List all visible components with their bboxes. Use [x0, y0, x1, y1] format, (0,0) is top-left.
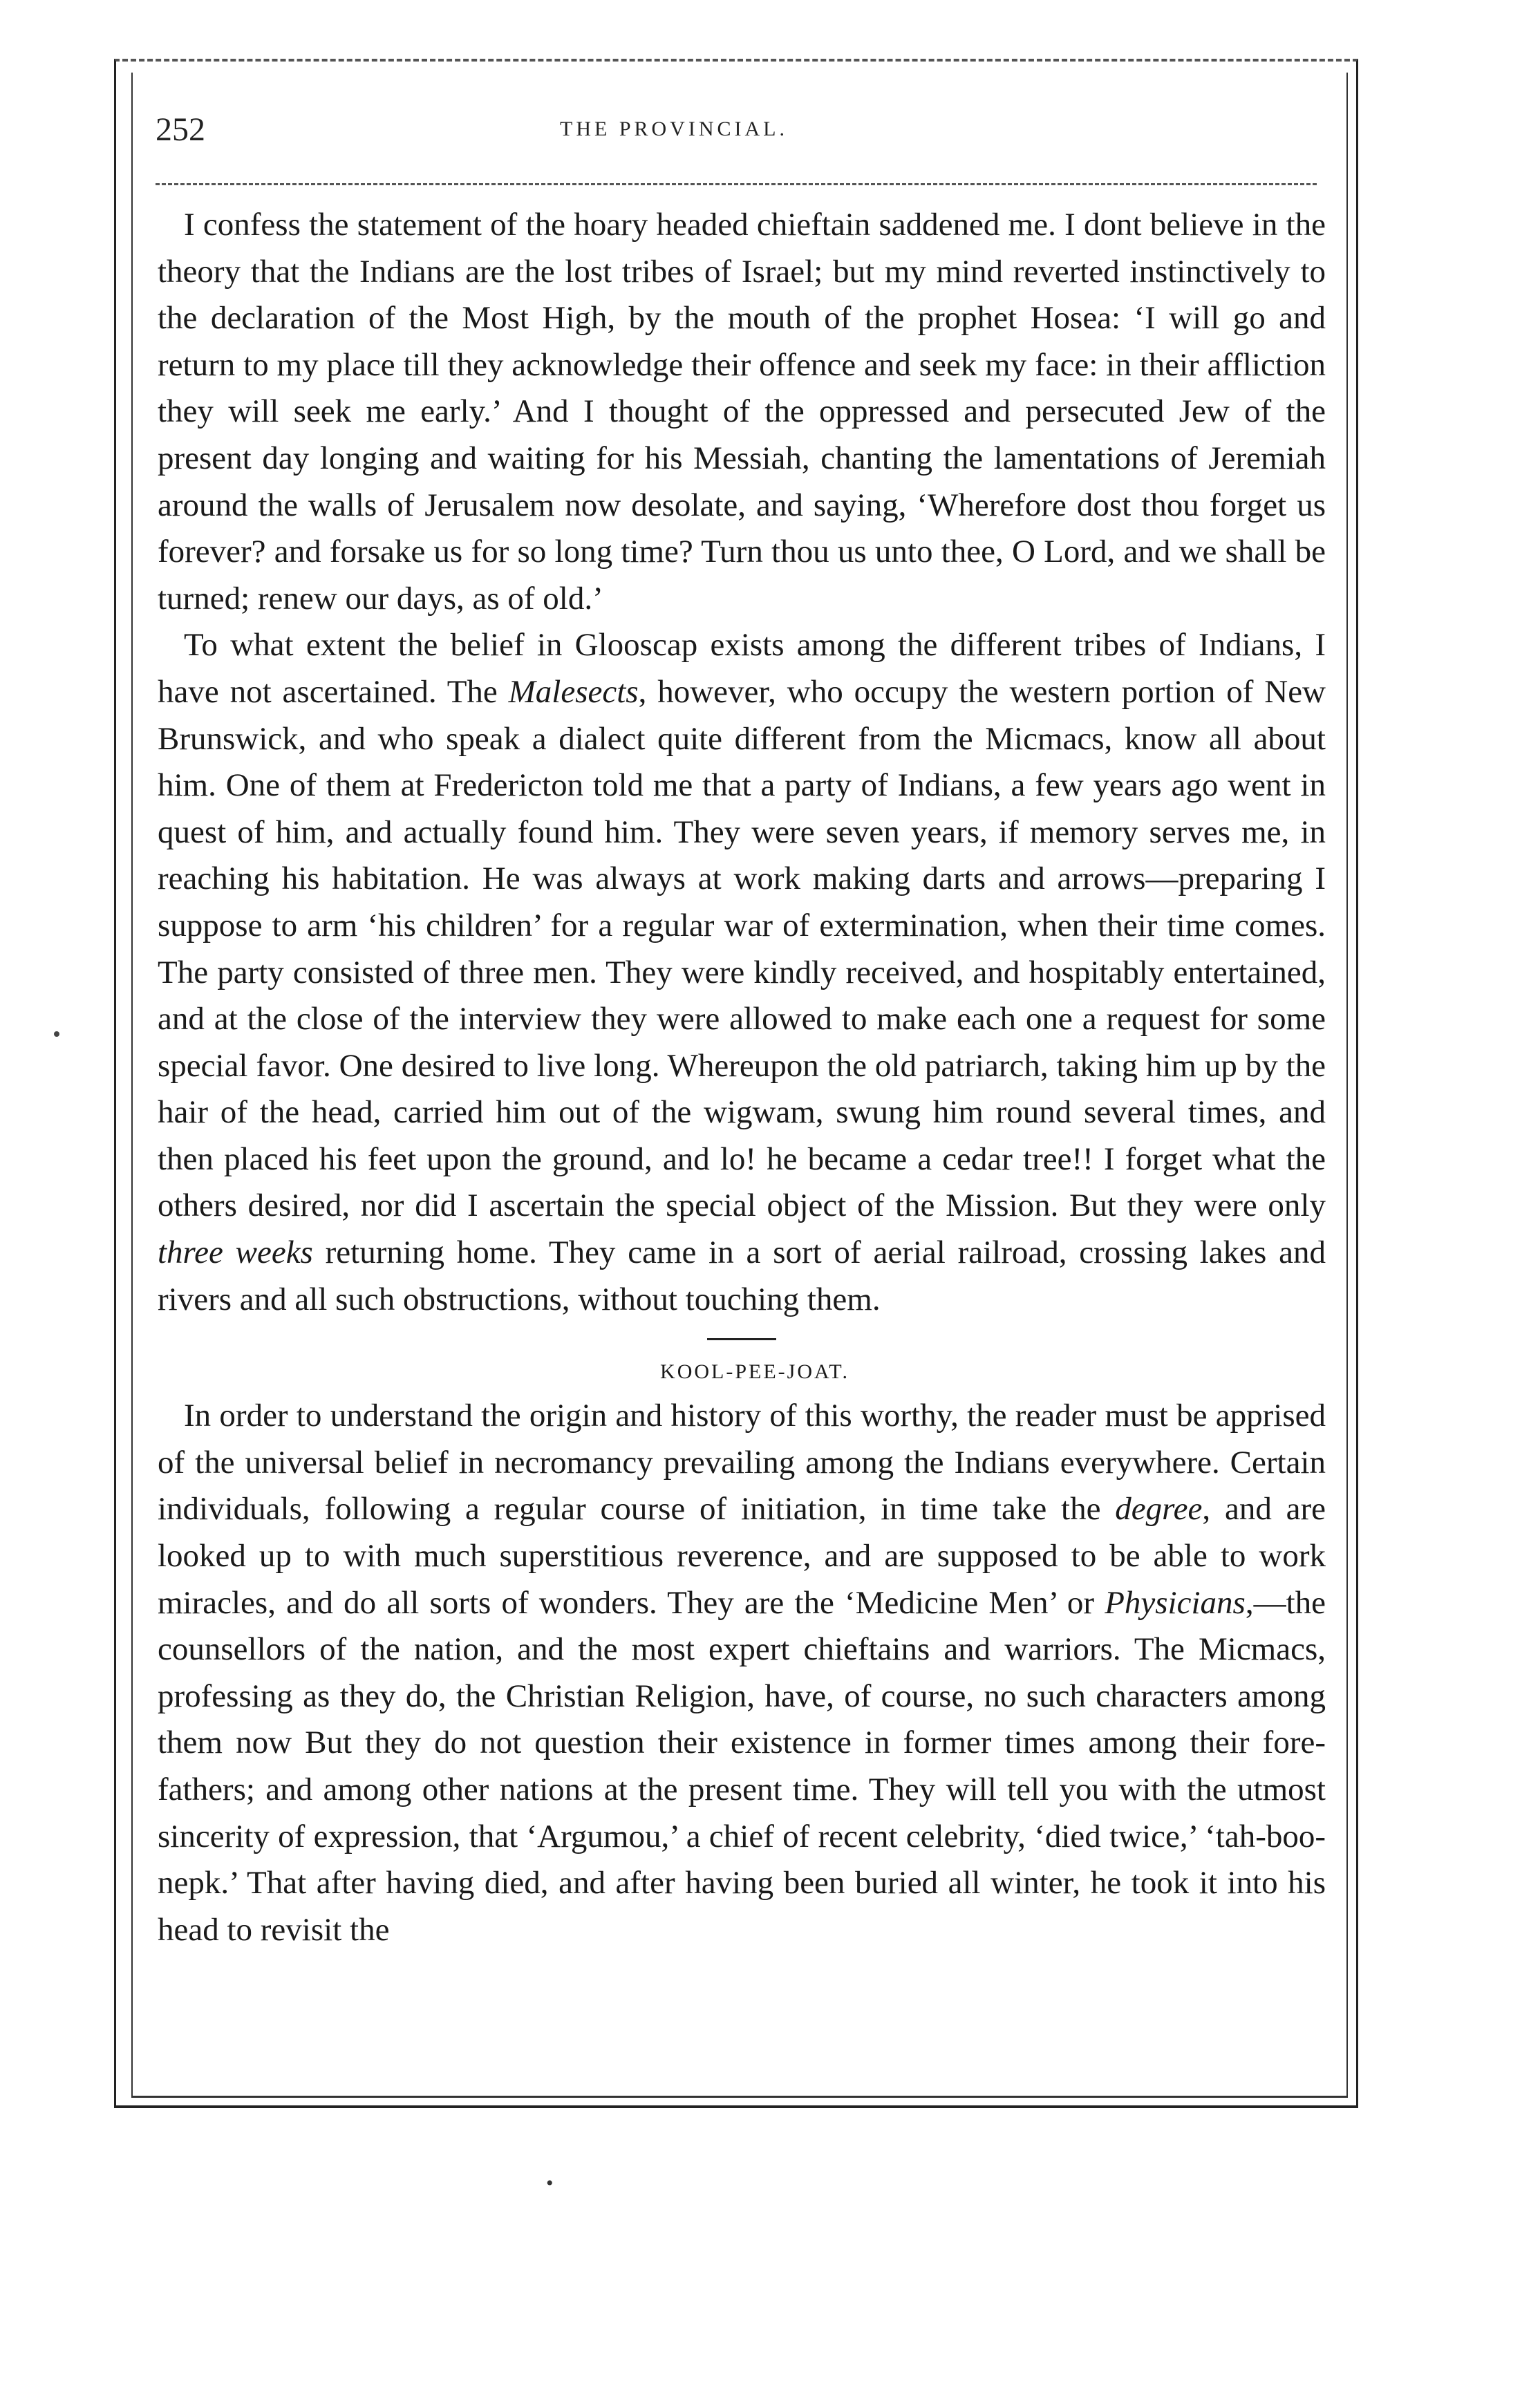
paragraph-kool-pee-joat — [158, 1393, 1326, 1953]
header-rule — [156, 183, 1317, 185]
italic-term: Physicians — [1105, 1584, 1246, 1621]
running-title: THE PROVINCIAL. — [560, 118, 788, 140]
section-divider — [707, 1338, 776, 1340]
footer-speck: • — [546, 2172, 554, 2195]
margin-speck — [54, 1031, 59, 1037]
paragraph-text: , however, who occupy the western portion of New Brunswick, and who speak a dialect quite different from the Micmacs, know all about him. One of them at Fredericton told me that a party of Indians, a few years ago went in quest of him, and actually found him. They were seven years, if memory serves me, in reaching his habitation. He was always at work making darts and arrows—preparing I suppose to arm ‘his children’ for a regular war of extermination, when their time comes. The party consisted of three men. They were kindly received, and hospitably entertained, and at the close of the interview they were allowed to make each one a request for some special favor. One desired to live long. Whereupon the old patriarch, taking him up by the hair of the head, carried him out of the wigwam, swung him round several times, and then placed his feet upon the ground, and lo! he became a cedar tree!! I forget what the others desired, nor did I ascertain the special object of the Mission. But they were only — [158, 673, 1326, 1224]
page-number: 252 — [156, 111, 205, 148]
italic-term: three weeks — [158, 1234, 313, 1271]
italic-term: Malesects — [508, 673, 639, 710]
paragraph-text: , and are looked up to with much superstitious reverence, and are supposed to be able to work miracles, and do all sorts of wonders. They are the ‘Medicine Men’ or — [158, 1491, 1326, 1621]
paragraph-glooscap — [158, 622, 1326, 1323]
paragraph-text: returning home. They came in a sort of aerial railroad, crossing lakes and rivers and all such obstructions, without touching them. — [158, 1234, 1326, 1317]
paragraph-hosea — [158, 202, 1326, 622]
paragraph-text: I confess the statement of the hoary headed chieftain saddened me. I dont believe in the theory that the Indians are the lost tribes of Israel; but my mind reverted instinctively to the declaration of the Most High, by the mouth of the prophet Hosea: ‘I will go and return to my place till they acknowledge their offence and seek my face: in their affliction they will seek me early.’ And I thought of the oppressed and persecuted Jew of the present day longing and waiting for his Messiah, chanting the lamentations of Jeremiah around the walls of Jerusalem now desolate, and saying, ‘Wherefore dost thou forget us forever? and forsake us for so long time? Turn thou us unto thee, O Lord, and we shall be turned; renew our days, as of old.’ — [158, 207, 1326, 617]
paragraph-text: ,—the counsellors of the nation, and the most expert chieftains and warriors. The Micmacs, professing as they do, the Christian Religion, have, of course, no such characters among them now But they do not question their existence in former times among their fore-fathers; and among other nations at the present time. They will tell you with the utmost sincerity of expression, that ‘Argumou,’ a chief of recent celebrity, ‘died twice,’ ‘tah-boo-nepk.’ That after having died, and after having been buried all winter, he took it into his head to revisit the — [158, 1584, 1326, 1948]
italic-term: degree — [1115, 1491, 1203, 1528]
section-heading: KOOL-PEE-JOAT. — [660, 1360, 849, 1384]
paragraph-text: In order to understand the origin and history of this worthy, the reader must be apprised of the universal belief in necromancy prevailing among the Indians everywhere. Certain individuals, following a regular course of initiation, in time take the — [158, 1398, 1326, 1528]
body-text — [158, 202, 1326, 1953]
paragraph-text: To what extent the belief in Glooscap exists among the different tribes of Indians, I have not ascertained. The — [158, 627, 1326, 710]
